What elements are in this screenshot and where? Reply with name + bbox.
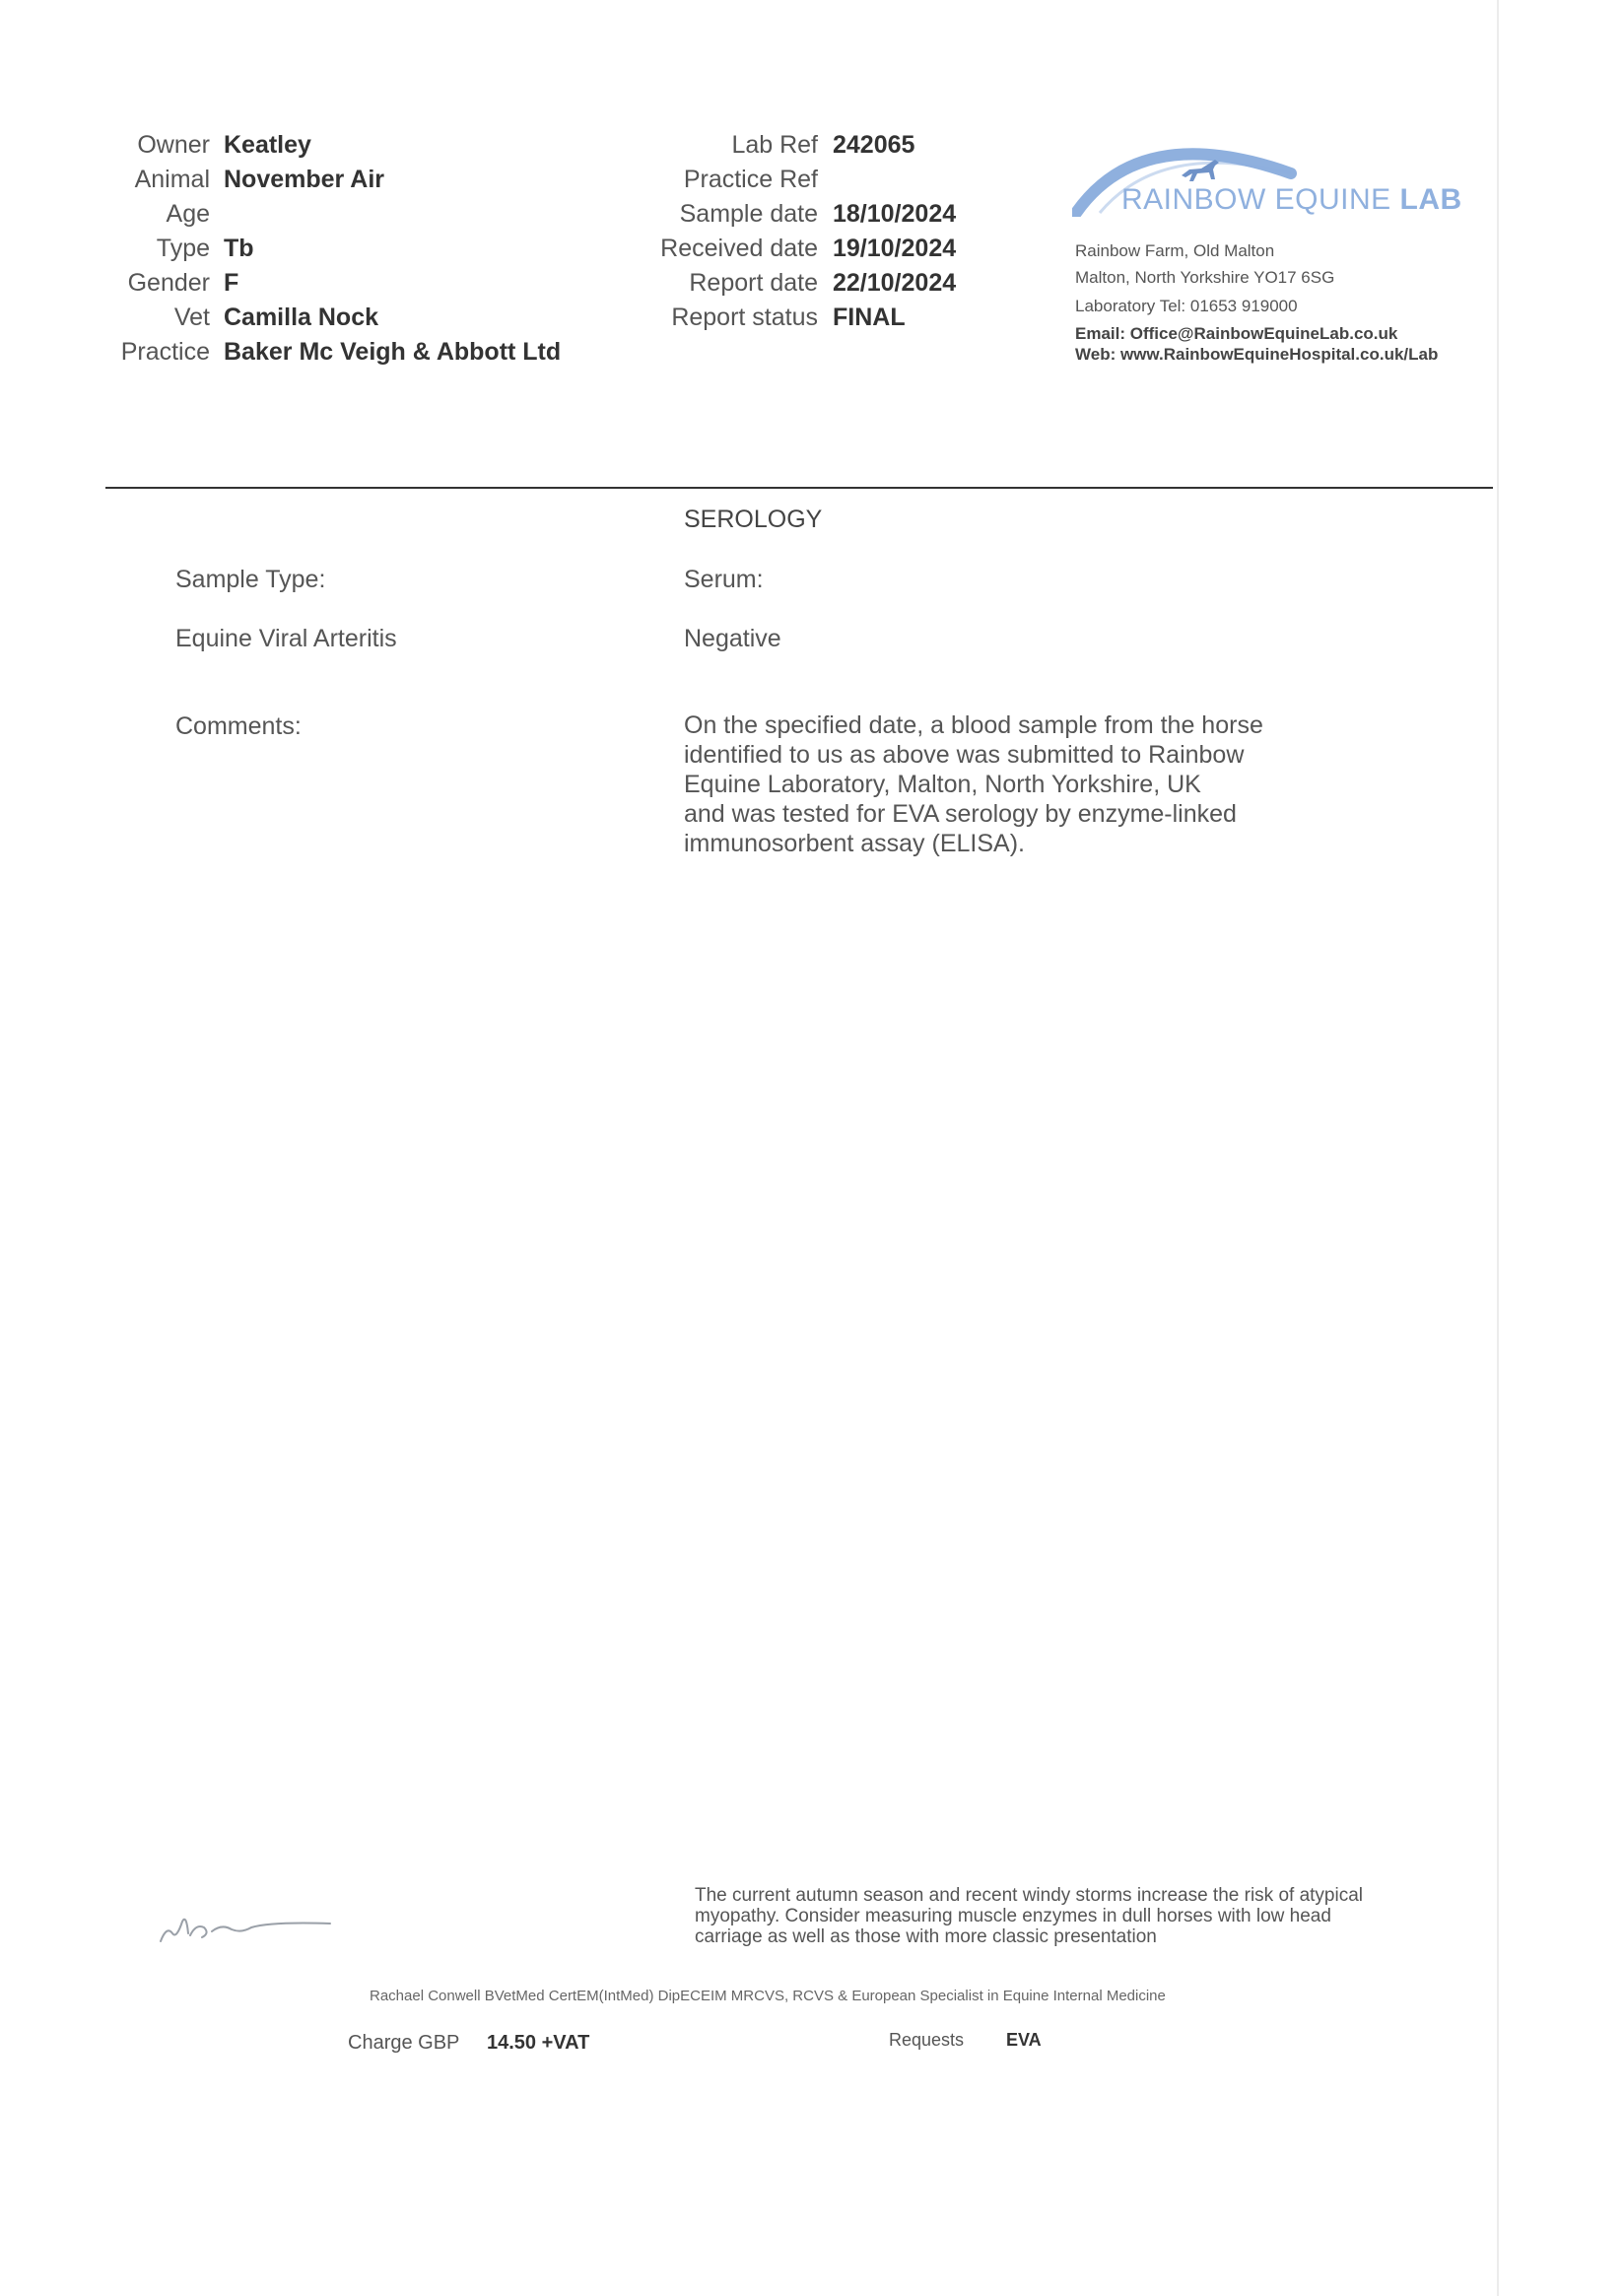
charge-label: Charge GBP xyxy=(348,2032,460,2054)
gender-value: F xyxy=(224,269,239,297)
type-label: Type xyxy=(156,235,210,262)
received-date-label: Received date xyxy=(660,235,818,262)
signature xyxy=(153,1904,340,1948)
comment-line: immunosorbent assay (ELISA). xyxy=(684,830,1025,857)
report-status-value: FINAL xyxy=(833,304,906,331)
comment-line: On the specified date, a blood sample from the horse xyxy=(684,711,1263,739)
note-line: myopathy. Consider measuring muscle enzymes in dull horses with low head xyxy=(695,1906,1331,1926)
report-status-label: Report status xyxy=(671,304,818,331)
sample-date-label: Sample date xyxy=(679,200,818,228)
sample-type-label: Sample Type: xyxy=(175,566,326,593)
type-value: Tb xyxy=(224,235,254,262)
report-date-label: Report date xyxy=(689,269,818,297)
lab-ref-label: Lab Ref xyxy=(731,131,818,159)
practice-value: Baker Mc Veigh & Abbott Ltd xyxy=(224,338,562,366)
gender-label: Gender xyxy=(127,269,210,297)
requests-value: EVA xyxy=(1006,2030,1042,2050)
test-name: Equine Viral Arteritis xyxy=(175,625,397,652)
page-edge-line xyxy=(1497,0,1499,2296)
comment-line: identified to us as above was submitted to Rainbow xyxy=(684,741,1245,769)
header-divider xyxy=(105,487,1493,489)
charge-value: 14.50 +VAT xyxy=(487,2032,590,2054)
lab-web: Web: www.RainbowEquineHospital.co.uk/Lab xyxy=(1075,345,1439,364)
received-date-value: 19/10/2024 xyxy=(833,235,957,262)
lab-telephone: Laboratory Tel: 01653 919000 xyxy=(1075,297,1298,315)
seasonal-note xyxy=(695,1885,1503,1947)
logo-wordmark-accent: LAB xyxy=(1399,183,1462,216)
practice-label: Practice xyxy=(120,338,210,366)
section-title: SEROLOGY xyxy=(684,506,823,533)
comments-text xyxy=(684,710,1374,858)
vet-label: Vet xyxy=(173,304,210,331)
logo-wordmark xyxy=(1121,183,1462,217)
owner-value: Keatley xyxy=(224,131,311,159)
requests-label: Requests xyxy=(889,2030,965,2050)
lab-ref-value: 242065 xyxy=(833,131,915,159)
address-line-2: Malton, North Yorkshire YO17 6SG xyxy=(1075,268,1335,287)
vet-value: Camilla Nock xyxy=(224,304,379,331)
comments-label: Comments: xyxy=(175,712,302,740)
horse-icon xyxy=(1180,156,1223,185)
owner-label: Owner xyxy=(137,131,210,159)
note-line: The current autumn season and recent windy storms increase the risk of atypical xyxy=(695,1885,1363,1906)
sample-date-value: 18/10/2024 xyxy=(833,200,957,228)
animal-label: Animal xyxy=(134,166,210,193)
note-line: carriage as well as those with more classic presentation xyxy=(695,1926,1157,1947)
comment-line: and was tested for EVA serology by enzyme-linked xyxy=(684,800,1237,828)
animal-value: November Air xyxy=(224,166,385,193)
logo-wordmark-main: RAINBOW EQUINE xyxy=(1121,183,1391,216)
practice-ref-label: Practice Ref xyxy=(683,166,818,193)
comment-line: Equine Laboratory, Malton, North Yorkshire, UK xyxy=(684,771,1201,798)
signatory-credentials: Rachael Conwell BVetMed CertEM(IntMed) DipECEIM MRCVS, RCVS & European Specialist in Equine Internal Medicine xyxy=(370,1988,1166,2004)
address-line-1: Rainbow Farm, Old Malton xyxy=(1075,241,1275,260)
lab-email: Email: Office@RainbowEquineLab.co.uk xyxy=(1075,324,1398,343)
sample-type-value: Serum: xyxy=(684,566,764,593)
report-date-value: 22/10/2024 xyxy=(833,269,957,297)
age-label: Age xyxy=(166,200,210,228)
test-result: Negative xyxy=(684,625,781,652)
